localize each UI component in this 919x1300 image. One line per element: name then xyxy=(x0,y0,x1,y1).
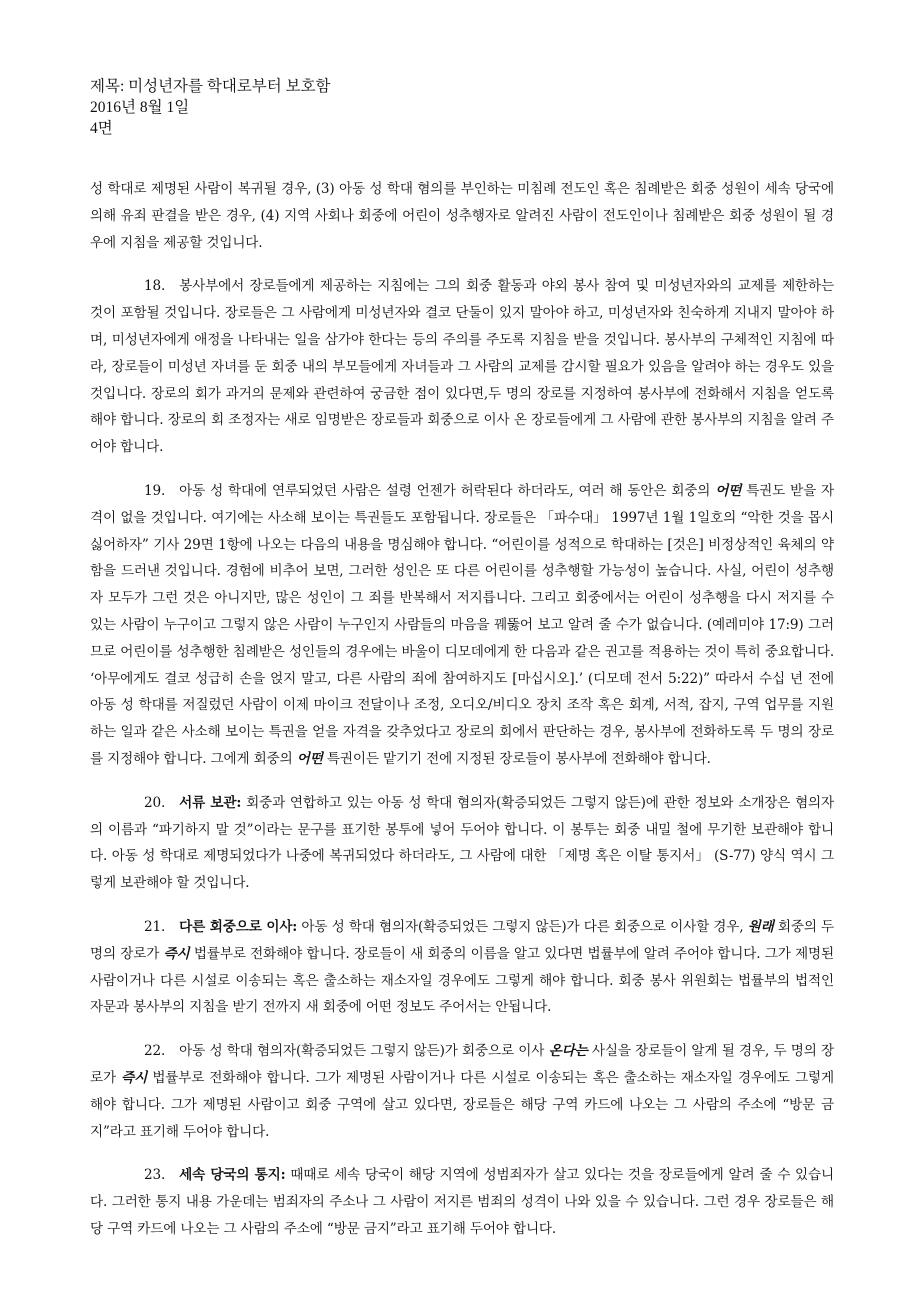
emphasis: 어떤 xyxy=(715,482,742,499)
letter-header xyxy=(90,76,331,139)
paragraph-22 xyxy=(90,1038,834,1145)
paragraph-number: 20. xyxy=(144,794,166,811)
paragraph-text: 때때로 세속 당국이 해당 지역에 성범죄자가 살고 있다는 것을 장로들에게 알려 줄 수 있습니다. 그러한 통지 내용 가운데는 범죄자의 주소나 그 사람이 저지른 범죄의 성격이 나와 있을 수 있습니다. 그런 경우 장로들은 해당 구역 카드에 나오는 그 사람의 주소에 “방문 금지”라고 표기해 두어야 합니다. xyxy=(90,1167,835,1237)
paragraph-number: 18. xyxy=(144,278,166,295)
letter-title: 제목: 미성년자를 학대로부터 보호함 xyxy=(90,78,331,95)
paragraph-text: 특권도 받을 자격이 없을 것입니다. 여기에는 사소해 보이는 특권들도 포함됩니다. 장로들은 「파수대」 1997년 1월 1일호의 “악한 것을 몹시 싫어하자” 기사 29면 1항에 나오는 다음의 내용을 명심해야 합니다. “어린이를 성적으로 학대하는 [것은] 비정상적인 육체의 약함을 드러낸 것입니다. 경험에 비추어 보면, 그러한 성인은 또 다른 어린이를 성추행할 가능성이 높습니다. 사실, 어린이 성추행자 모두가 그런 것은 아니지만, 많은 성인이 그 죄를 반복해서 저지릅니다. 그리고 회중에서는 어린이 성추행을 다시 저지를 수 있는 사람이 누구이고 그렇지 않은 사람이 누구인지 사람들의 마음을 꿰뚫어 보고 알려 줄 수가 없습니다. (예레미야 17:9) 그러므로 어린이를 성추행한 침례받은 성인들의 경우에는 바울이 디모데에게 한 다음과 같은 권고를 적용하는 것이 특히 중요합니다. ‘아무에게도 결코 성급히 손을 얹지 말고, 다른 사람의 죄에 참여하지도 [마십시오].’ (디모데 전서 5:22)” 따라서 수십 년 전에 아동 성 학대를 저질렀던 사람이 이제 마이크 전달이나 조정, 오디오/비디오 장치 조작 혹은 회계, 서적, 잡지, 구역 업무를 지원하는 일과 같은 사소해 보이는 특권을 얻을 자격을 갖추었다고 장로의 회에서 판단하는 경우, 봉사부에 전화하도록 두 명의 장로를 지정해야 합니다. 그에게 회중의 xyxy=(90,482,835,767)
paragraph-18 xyxy=(90,273,834,461)
paragraph-number: 21. xyxy=(144,918,166,935)
emphasis: 즉시 xyxy=(121,1069,148,1086)
paragraph-text: 회중의 두 명의 장로가 xyxy=(90,918,835,962)
paragraph-heading: 세속 당국의 통지: xyxy=(179,1167,286,1184)
paragraph-text: 아동 성 학대 혐의자(확증되었든 그렇지 않든)가 다른 회중으로 이사할 경우, xyxy=(301,918,744,935)
paragraph-number: 19. xyxy=(144,482,166,499)
paragraph-text: 특권이든 맡기기 전에 지정된 장로들이 봉사부에 전화해야 합니다. xyxy=(326,750,711,767)
paragraph-text: 법률부로 전화해야 합니다. 그가 제명된 사람이거나 다른 시설로 이송되는 혹은 출소하는 재소자일 경우에도 그렇게 해야 합니다. 그가 제명된 사람이고 회중 구역에 살고 있다면, 장로들은 해당 구역 카드에 나오는 그 사람의 주소에 “방문 금지”라고 표기해 두어야 합니다. xyxy=(90,1069,834,1140)
paragraph-number: 23. xyxy=(144,1167,166,1184)
paragraph-text: 성 학대로 제명된 사람이 복귀될 경우, (3) 아동 성 학대 혐의를 부인하는 미침례 전도인 혹은 침례받은 회중 성원이 세속 당국에 의해 유죄 판결을 받은 경우, (4) 지역 사회나 회중에 어린이 성추행자로 알려진 사람이 전도인이나 침례받은 회중 성원이 될 경우에 지침을 제공할 것입니다. xyxy=(90,181,834,251)
document-body xyxy=(90,176,834,1260)
paragraph-heading: 다른 회중으로 이사: xyxy=(179,918,298,935)
paragraph-text: 아동 성 학대 혐의자(확증되었든 그렇지 않든)가 회중으로 이사 xyxy=(179,1043,545,1060)
emphasis: 어떤 xyxy=(296,750,323,767)
paragraph-text: 아동 성 학대에 연루되었던 사람은 설령 언젠가 허락된다 하더라도, 여러 해 동안은 회중의 xyxy=(179,482,711,499)
paragraph-text: 회중과 연합하고 있는 아동 성 학대 혐의자(확증되었든 그렇지 않든)에 관한 정보와 소개장은 혐의자의 이름과 “파기하지 말 것”이라는 문구를 표기한 봉투에 넣어 두어야 합니다. 이 봉투는 회중 내밀 철에 무기한 보관해야 합니다. 아동 성 학대로 제명되었다가 나중에 복귀되었다 하더라도, 그 사람에 대한 「제명 혹은 이탈 통지서」 (S-77) 양식 역시 그렇게 보관해야 할 것입니다. xyxy=(90,794,835,892)
paragraph-text: 봉사부에서 장로들에게 제공하는 지침에는 그의 회중 활동과 야외 봉사 참여 및 미성년자와의 교제를 제한하는 것이 포함될 것입니다. 장로들은 그 사람에게 미성년자와 결코 단둘이 있지 말아야 하고, 미성년자와 친숙하게 지내지 말아야 하며, 미성년자에게 애정을 나타내는 일을 삼가야 한다는 등의 주의를 주도록 지침을 받을 것입니다. 봉사부의 구체적인 지침에 따라, 장로들이 미성년 자녀를 둔 회중 내의 부모들에게 자녀들과 그 사람의 교제를 감시할 필요가 있음을 알려야 하는 경우도 있을 것입니다. 장로의 회가 과거의 문제와 관련하여 궁금한 점이 있다면,두 명의 장로를 지정하여 봉사부에 전화해서 지침을 얻도록 해야 합니다. 장로의 회 조정자는 새로 임명받은 장로들과 회중으로 이사 온 장로들에게 그 사람에 관한 봉사부의 지침을 알려 주어야 합니다. xyxy=(90,278,834,456)
page-number: 4면 xyxy=(90,120,113,137)
emphasis: 온다는 xyxy=(548,1043,588,1060)
paragraph-21 xyxy=(90,914,834,1021)
emphasis: 원래 xyxy=(747,918,774,935)
paragraph-heading: 서류 보관: xyxy=(179,794,242,811)
paragraph-continued xyxy=(90,176,834,256)
paragraph-20 xyxy=(90,790,834,897)
emphasis: 즉시 xyxy=(163,945,190,962)
paragraph-text: 법률부로 전화해야 합니다. 장로들이 새 회중의 이름을 알고 있다면 법률부에 알려 주어야 합니다. 그가 제명된 사람이거나 다른 시설로 이송되는 혹은 출소하는 재소자일 경우에도 그렇게 해야 합니다. 회중 봉사 위원회는 법률부의 법적인 자문과 봉사부의 지침을 받기 전까지 새 회중에 어떤 정보도 주어서는 안됩니다. xyxy=(90,945,834,1016)
paragraph-number: 22. xyxy=(144,1043,166,1060)
paragraph-23 xyxy=(90,1162,834,1242)
letter-date: 2016년 8월 1일 xyxy=(90,99,190,116)
paragraph-text: 사실을 장로들이 알게 될 경우, 두 명의 장로가 xyxy=(90,1043,835,1086)
paragraph-19 xyxy=(90,478,834,773)
